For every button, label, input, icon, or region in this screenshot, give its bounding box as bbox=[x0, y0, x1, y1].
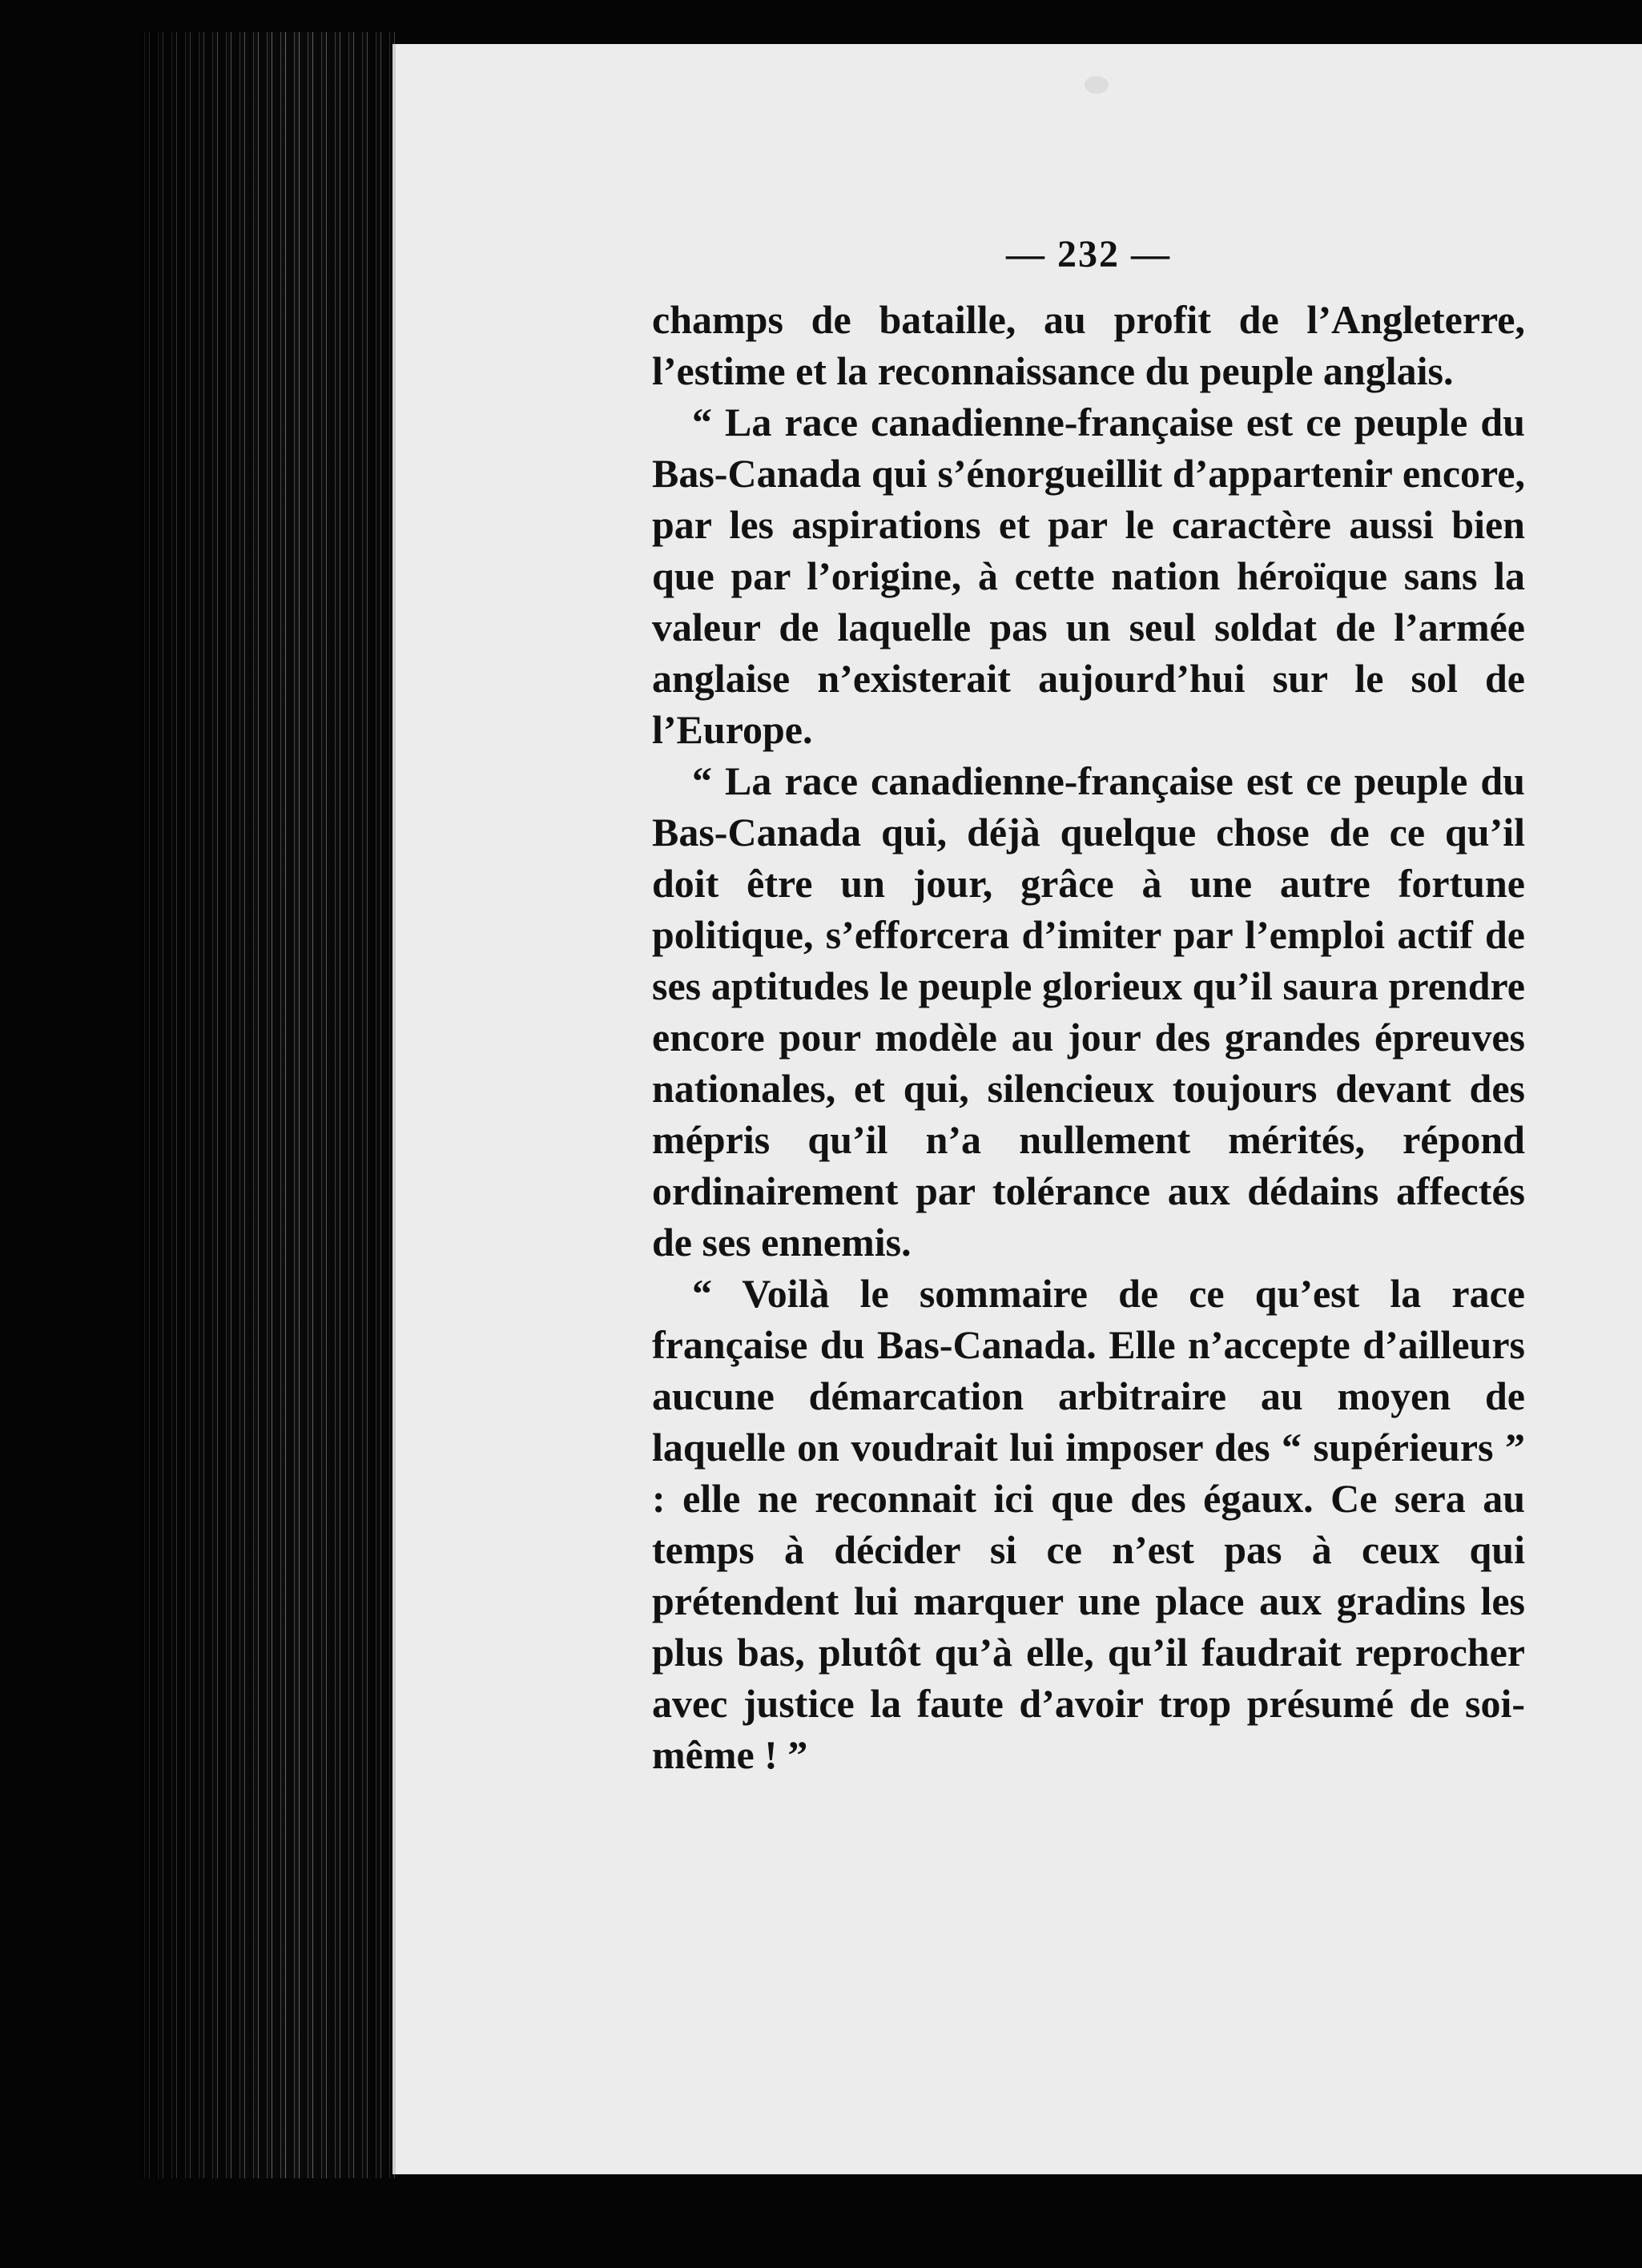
paragraph-3: “ La race canadienne-française est ce peuple du Bas-Canada qui, déjà quelque chose de ce qu’il doit être un jour, grâce à une autre fortune politique, s’efforcera d’imiter par l’emploi actif de ses aptitudes le peuple glorieux qu’il saura prendre encore pour modèle au jour des grandes épreuves nationales, et qui, silencieux toujours devant des mépris qu’il n’a nullement mérités, répond ordinairement par tolérance aux dédains affectés de ses ennemis. bbox=[652, 758, 1525, 1265]
page-content bbox=[652, 232, 1525, 1780]
paragraph-4: “ Voilà le sommaire de ce qu’est la race française du Bas-Canada. Elle n’accepte d’ailleurs aucune démarcation arbitraire au moyen de laquelle on voudrait lui imposer des “ supérieurs ” : elle ne reconnait ici que des égaux. Ce sera au temps à décider si ce n’est pas à ceux qui prétendent lui marquer une place aux gradins les plus bas, plutôt qu’à elle, qu’il faudrait reprocher avec justice la faute d’avoir trop présumé de soi-même ! ” bbox=[652, 1271, 1525, 1777]
page-edges-shadow bbox=[140, 32, 396, 2178]
scan-speck bbox=[1085, 76, 1109, 94]
book-page bbox=[392, 44, 1642, 2174]
paragraph-1: champs de bataille, au profit de l’Angleterre, l’estime et la reconnaissance du peuple anglais. bbox=[652, 297, 1525, 393]
page-number: — 232 — bbox=[1006, 233, 1171, 275]
paragraph-2: “ La race canadienne-française est ce peuple du Bas-Canada qui s’énorgueillit d’appartenir encore, par les aspirations et par le caractère aussi bien que par l’origine, à cette nation héroïque sans la valeur de laquelle pas un seul soldat de l’armée anglaise n’existerait aujourd’hui sur le sol de l’Europe. bbox=[652, 400, 1525, 752]
text-body bbox=[652, 294, 1525, 1780]
